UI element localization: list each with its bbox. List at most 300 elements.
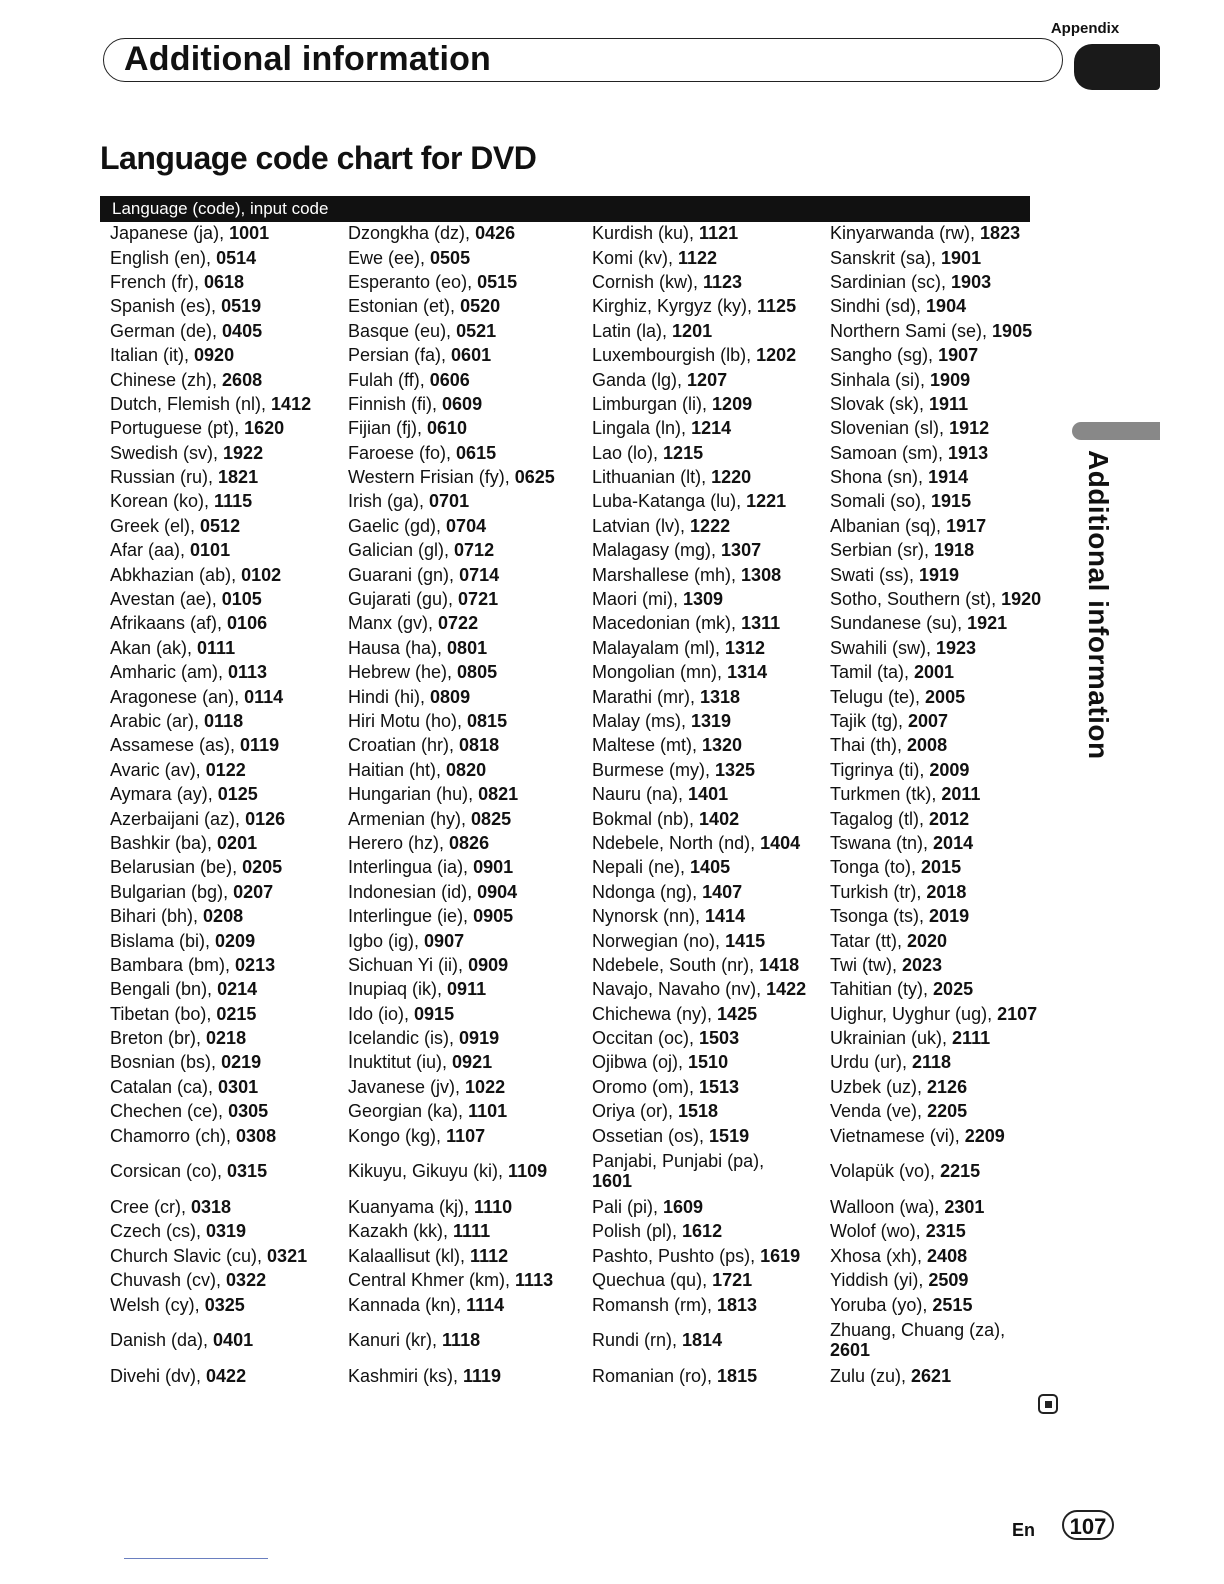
language-name: Spanish (es), — [110, 296, 222, 317]
language-code: 0821 — [478, 784, 519, 805]
language-entry — [348, 760, 592, 780]
language-code: 1111 — [453, 1221, 491, 1242]
language-name: Indonesian (id), — [348, 881, 478, 902]
language-name: Kongo (kg), — [348, 1125, 447, 1146]
language-code: 0921 — [452, 1052, 493, 1073]
language-entry — [830, 906, 1070, 926]
language-entry — [592, 589, 830, 609]
language-entry — [830, 1366, 1070, 1386]
language-code: 2019 — [929, 906, 970, 927]
language-name: Bihari (bh), — [110, 906, 204, 927]
language-name: Uzbek (uz), — [830, 1076, 928, 1097]
language-entry — [592, 833, 830, 853]
language-name: Burmese (my), — [592, 759, 716, 780]
language-name: Faroese (fo), — [348, 442, 457, 463]
language-code: 0201 — [217, 832, 258, 853]
language-entry — [348, 516, 592, 536]
language-code: 2008 — [907, 735, 948, 756]
language-name: Greek (el), — [110, 515, 201, 536]
language-code: 0213 — [235, 954, 276, 975]
table-row — [110, 514, 1070, 538]
language-code: 1912 — [949, 418, 990, 439]
language-code: 1503 — [699, 1028, 740, 1049]
language-name: Manx (gv), — [348, 613, 439, 634]
language-entry — [592, 321, 830, 341]
language-code: 0515 — [477, 271, 518, 292]
language-name: Inupiaq (ik), — [348, 979, 448, 1000]
language-entry — [592, 1295, 830, 1315]
language-name: Tahitian (ty), — [830, 979, 934, 1000]
language-code: 1022 — [465, 1076, 506, 1097]
table-row — [110, 416, 1070, 440]
language-entry — [592, 1197, 830, 1217]
language-entry — [110, 1295, 348, 1315]
language-entry — [348, 931, 592, 951]
language-name: Ido (io), — [348, 1003, 415, 1024]
language-entry — [592, 687, 830, 707]
language-code: 1721 — [712, 1270, 753, 1291]
language-name: Ndebele, South (nr), — [592, 954, 760, 975]
language-entry — [830, 296, 1070, 316]
language-name: Ukrainian (uk), — [830, 1028, 953, 1049]
language-name: Nauru (na), — [592, 784, 689, 805]
language-entry — [348, 565, 592, 585]
language-code: 1609 — [663, 1197, 704, 1218]
language-code: 1312 — [725, 637, 766, 658]
language-code: 0909 — [468, 954, 509, 975]
language-name: Kirghiz, Kyrgyz (ky), — [592, 296, 758, 317]
language-name: Zulu (zu), — [830, 1365, 912, 1386]
language-code: 1405 — [690, 857, 731, 878]
language-name: Dutch, Flemish (nl), — [110, 393, 272, 414]
language-entry — [592, 467, 830, 487]
language-name: English (en), — [110, 247, 217, 268]
language-entry — [110, 467, 348, 487]
language-name: Kinyarwanda (rw), — [830, 223, 981, 244]
language-code: 0102 — [241, 564, 282, 585]
language-entry — [110, 833, 348, 853]
language-name: Oromo (om), — [592, 1076, 700, 1097]
language-entry — [592, 1366, 830, 1386]
language-entry — [830, 1221, 1070, 1241]
language-code: 0205 — [242, 857, 283, 878]
language-code: 1107 — [446, 1125, 486, 1146]
language-entry — [110, 760, 348, 780]
language-entry — [110, 223, 348, 243]
language-entry — [830, 931, 1070, 951]
language-code: 0207 — [233, 881, 274, 902]
language-name: Kuanyama (kj), — [348, 1197, 475, 1218]
language-entry — [110, 443, 348, 463]
language-name: Croatian (hr), — [348, 735, 460, 756]
language-name: Slovenian (sl), — [830, 418, 950, 439]
language-entry — [110, 1221, 348, 1241]
language-entry — [830, 321, 1070, 341]
language-name: Italian (it), — [110, 345, 195, 366]
language-name: Russian (ru), — [110, 467, 219, 488]
language-code: 1209 — [712, 393, 753, 414]
language-code: 1915 — [931, 491, 972, 512]
language-name: Esperanto (eo), — [348, 271, 478, 292]
language-code: 2107 — [997, 1003, 1038, 1024]
language-name: Malagasy (mg), — [592, 540, 722, 561]
language-code: 0301 — [218, 1076, 259, 1097]
language-entry — [830, 1077, 1070, 1097]
language-name: Albanian (sq), — [830, 515, 947, 536]
language-code: 2011 — [941, 784, 981, 805]
side-tab-label: Additional information — [1083, 450, 1114, 760]
page-title: Language code chart for DVD — [100, 140, 537, 176]
language-code: 2515 — [932, 1294, 973, 1315]
language-name: Northern Sami (se), — [830, 320, 993, 341]
language-name: Turkmen (tk), — [830, 784, 942, 805]
language-code: 0118 — [204, 711, 244, 731]
language-code: 1823 — [980, 223, 1021, 244]
language-entry — [110, 296, 348, 316]
language-code: 0809 — [430, 686, 471, 707]
language-entry — [592, 613, 830, 633]
language-entry — [830, 418, 1070, 438]
language-code: 2009 — [929, 759, 970, 780]
language-name: Rundi (rn), — [592, 1330, 683, 1351]
language-entry — [110, 345, 348, 365]
language-name: Swahili (sw), — [830, 637, 937, 658]
language-entry — [830, 760, 1070, 780]
language-name: Azerbaijani (az), — [110, 808, 246, 829]
language-entry — [348, 784, 592, 804]
language-name: Chamorro (ch), — [110, 1125, 237, 1146]
language-entry — [348, 613, 592, 633]
language-code: 0618 — [204, 271, 245, 292]
language-code: 0519 — [221, 296, 262, 317]
language-code: 1109 — [508, 1161, 548, 1182]
table-row — [110, 806, 1070, 830]
language-name: French (fr), — [110, 271, 205, 292]
language-entry — [592, 394, 830, 414]
table-row — [110, 1292, 1070, 1316]
language-name: Basque (eu), — [348, 320, 457, 341]
language-name: Irish (ga), — [348, 491, 430, 512]
language-entry — [830, 491, 1070, 511]
language-name: Amharic (am), — [110, 662, 229, 683]
language-entry — [348, 370, 592, 390]
language-name: Dzongkha (dz), — [348, 223, 476, 244]
language-entry — [110, 370, 348, 390]
table-row — [110, 855, 1070, 879]
language-code: 1201 — [672, 320, 713, 341]
language-code: 0520 — [460, 296, 501, 317]
language-name: Walloon (wa), — [830, 1197, 945, 1218]
language-entry — [830, 1320, 1070, 1360]
language-name: Yoruba (yo), — [830, 1294, 933, 1315]
table-row — [110, 587, 1070, 611]
language-code: 1113 — [515, 1270, 554, 1291]
language-code: 0905 — [473, 906, 514, 927]
language-name: Finnish (fi), — [348, 393, 443, 414]
language-name: Zhuang, Chuang (za), — [830, 1320, 1006, 1341]
language-entry — [592, 931, 830, 951]
language-code: 0721 — [458, 589, 499, 610]
language-name: Romansh (rm), — [592, 1294, 718, 1315]
language-code: 0825 — [471, 808, 512, 829]
language-name: Aymara (ay), — [110, 784, 218, 805]
language-name: Bambara (bm), — [110, 954, 236, 975]
language-name: Bosnian (bs), — [110, 1052, 222, 1073]
language-name: Kazakh (kk), — [348, 1221, 454, 1242]
language-code: 0214 — [217, 979, 258, 1000]
language-code: 0919 — [459, 1028, 500, 1049]
language-code: 0801 — [447, 637, 488, 658]
language-name: Panjabi, Punjabi (pa), — [592, 1151, 765, 1172]
language-code: 1518 — [678, 1101, 719, 1122]
table-row — [110, 221, 1070, 245]
language-code: 1415 — [725, 930, 766, 951]
language-code: 0422 — [206, 1365, 247, 1386]
language-entry — [830, 1246, 1070, 1266]
language-code: 1414 — [705, 906, 746, 927]
footer-line — [124, 1558, 268, 1559]
language-entry — [592, 1077, 830, 1097]
language-name: Chichewa (ny), — [592, 1003, 718, 1024]
language-entry — [830, 711, 1070, 731]
language-entry — [110, 931, 348, 951]
language-code: 2111 — [952, 1028, 991, 1049]
page-number: 107 — [1062, 1510, 1114, 1540]
language-code: 0701 — [429, 491, 470, 512]
language-entry — [592, 638, 830, 658]
language-code: 1222 — [690, 515, 731, 536]
language-code: 2608 — [222, 369, 263, 390]
language-entry — [830, 882, 1070, 902]
language-entry — [592, 370, 830, 390]
language-code: 0805 — [457, 662, 498, 683]
language-code: 1125 — [757, 296, 797, 317]
language-entry — [592, 1151, 830, 1191]
language-code: 1123 — [703, 271, 743, 292]
table-row — [110, 953, 1070, 977]
language-name: Ganda (lg), — [592, 369, 688, 390]
language-code: 2001 — [914, 662, 955, 683]
table-row — [110, 1195, 1070, 1219]
language-entry — [348, 1101, 592, 1121]
language-name: Haitian (ht), — [348, 759, 447, 780]
language-entry — [830, 784, 1070, 804]
language-name: Slovak (sk), — [830, 393, 930, 414]
language-name: Kannada (kn), — [348, 1294, 467, 1315]
language-entry — [348, 1246, 592, 1266]
language-name: Interlingue (ie), — [348, 906, 474, 927]
language-entry — [830, 345, 1070, 365]
language-code: 0119 — [240, 735, 280, 756]
language-entry — [592, 516, 830, 536]
language-name: Tagalog (tl), — [830, 808, 930, 829]
language-code: 1122 — [678, 247, 718, 268]
language-code: 2018 — [926, 881, 967, 902]
language-name: Javanese (jv), — [348, 1076, 466, 1097]
language-entry — [348, 418, 592, 438]
language-name: Georgian (ka), — [348, 1101, 469, 1122]
language-code-table — [110, 221, 1070, 1388]
language-entry — [592, 491, 830, 511]
language-entry — [592, 979, 830, 999]
language-name: Swati (ss), — [830, 564, 920, 585]
language-name: Sanskrit (sa), — [830, 247, 942, 268]
language-name: Hindi (hi), — [348, 686, 431, 707]
language-name: Assamese (as), — [110, 735, 241, 756]
language-code: 1519 — [709, 1125, 750, 1146]
language-code: 1402 — [699, 808, 740, 829]
language-entry — [830, 662, 1070, 682]
language-name: Cree (cr), — [110, 1197, 191, 1218]
language-entry — [348, 906, 592, 926]
language-name: Korean (ko), — [110, 491, 215, 512]
language-name: Tswana (tn), — [830, 832, 934, 853]
language-entry — [348, 1028, 592, 1048]
language-name: Avestan (ae), — [110, 589, 222, 610]
language-code: 0606 — [429, 369, 470, 390]
language-name: Akan (ak), — [110, 637, 198, 658]
language-entry — [348, 979, 592, 999]
language-entry — [110, 809, 348, 829]
language-name: Telugu (te), — [830, 686, 926, 707]
language-code: 0122 — [205, 759, 246, 780]
table-row — [110, 1002, 1070, 1026]
language-entry — [348, 809, 592, 829]
language-code: 0426 — [475, 223, 516, 244]
language-code: 0318 — [191, 1197, 232, 1218]
language-entry — [348, 540, 592, 560]
language-name: Serbian (sr), — [830, 540, 935, 561]
language-code: 0218 — [206, 1028, 247, 1049]
language-code: 0901 — [473, 857, 514, 878]
language-entry — [592, 565, 830, 585]
language-entry — [830, 857, 1070, 877]
language-code: 1923 — [936, 637, 977, 658]
language-entry — [830, 1101, 1070, 1121]
language-entry — [830, 1004, 1070, 1024]
language-code: 1221 — [746, 491, 787, 512]
table-row — [110, 245, 1070, 269]
language-entry — [348, 467, 592, 487]
language-code: 1907 — [938, 345, 979, 366]
language-entry — [830, 1197, 1070, 1217]
language-code: 1903 — [951, 271, 992, 292]
language-code: 1215 — [663, 442, 704, 463]
language-name: Gujarati (gu), — [348, 589, 459, 610]
language-name: Corsican (co), — [110, 1161, 228, 1182]
language-code: 1418 — [759, 954, 800, 975]
language-name: Ndebele, North (nd), — [592, 832, 761, 853]
language-name: Ewe (ee), — [348, 247, 431, 268]
language-entry — [592, 1126, 830, 1146]
language-entry — [110, 735, 348, 755]
language-name: Kurdish (ku), — [592, 223, 700, 244]
language-code: 1821 — [218, 467, 259, 488]
language-code: 0209 — [215, 930, 256, 951]
language-entry — [110, 662, 348, 682]
language-code: 2621 — [911, 1365, 952, 1386]
language-code: 1918 — [934, 540, 975, 561]
language-code: 2205 — [927, 1101, 968, 1122]
table-row — [110, 831, 1070, 855]
language-entry — [348, 1197, 592, 1217]
language-name: Wolof (wo), — [830, 1221, 926, 1242]
language-code: 2509 — [928, 1270, 969, 1291]
language-entry — [830, 1052, 1070, 1072]
language-entry — [830, 394, 1070, 414]
language-entry — [830, 565, 1070, 585]
language-code: 2215 — [940, 1161, 981, 1182]
language-name: Lingala (ln), — [592, 418, 692, 439]
language-code: 1307 — [721, 540, 762, 561]
language-code: 0704 — [446, 515, 487, 536]
language-code: 0920 — [194, 345, 235, 366]
language-entry — [348, 443, 592, 463]
language-name: Avaric (av), — [110, 759, 206, 780]
language-name: Icelandic (is), — [348, 1028, 460, 1049]
language-entry — [348, 296, 592, 316]
table-row — [110, 709, 1070, 733]
language-name: Guarani (gn), — [348, 564, 460, 585]
language-name: Tibetan (bo), — [110, 1003, 217, 1024]
language-entry — [592, 1221, 830, 1241]
language-entry — [830, 833, 1070, 853]
table-row — [110, 1075, 1070, 1099]
language-code: 0907 — [424, 930, 465, 951]
language-entry — [348, 1270, 592, 1290]
language-entry — [592, 662, 830, 682]
language-name: Malayalam (ml), — [592, 637, 726, 658]
language-entry — [592, 1246, 830, 1266]
language-name: Arabic (ar), — [110, 711, 205, 731]
language-name: Xhosa (xh), — [830, 1245, 928, 1266]
language-code: 0126 — [245, 808, 286, 829]
language-code: 1601 — [592, 1171, 633, 1192]
language-entry — [592, 418, 830, 438]
language-code: 1920 — [1001, 589, 1042, 610]
table-row — [110, 270, 1070, 294]
table-row — [110, 1148, 1070, 1195]
language-code: 0315 — [227, 1161, 268, 1182]
language-entry — [110, 418, 348, 438]
language-entry — [592, 955, 830, 975]
table-row — [110, 538, 1070, 562]
language-code: 1917 — [946, 515, 987, 536]
language-code: 0609 — [442, 393, 483, 414]
language-code: 1620 — [244, 418, 285, 439]
language-name: Chinese (zh), — [110, 369, 223, 390]
language-entry — [348, 1126, 592, 1146]
language-code: 1619 — [760, 1245, 801, 1266]
language-code: 1110 — [474, 1197, 513, 1218]
language-code: 1115 — [214, 491, 253, 512]
language-code: 0505 — [430, 247, 471, 268]
language-code: 0105 — [221, 589, 262, 610]
language-name: Welsh (cy), — [110, 1294, 205, 1315]
language-code: 1407 — [702, 881, 743, 902]
language-name: Central Khmer (km), — [348, 1270, 516, 1291]
language-code: 0815 — [467, 711, 508, 731]
language-code: 2020 — [907, 930, 948, 951]
language-name: Japanese (ja), — [110, 223, 230, 244]
language-name: Macedonian (mk), — [592, 613, 742, 634]
language-code: 0325 — [204, 1294, 245, 1315]
language-entry — [830, 638, 1070, 658]
language-entry — [110, 857, 348, 877]
language-name: Interlingua (ia), — [348, 857, 474, 878]
language-entry — [110, 979, 348, 999]
language-name: Occitan (oc), — [592, 1028, 700, 1049]
